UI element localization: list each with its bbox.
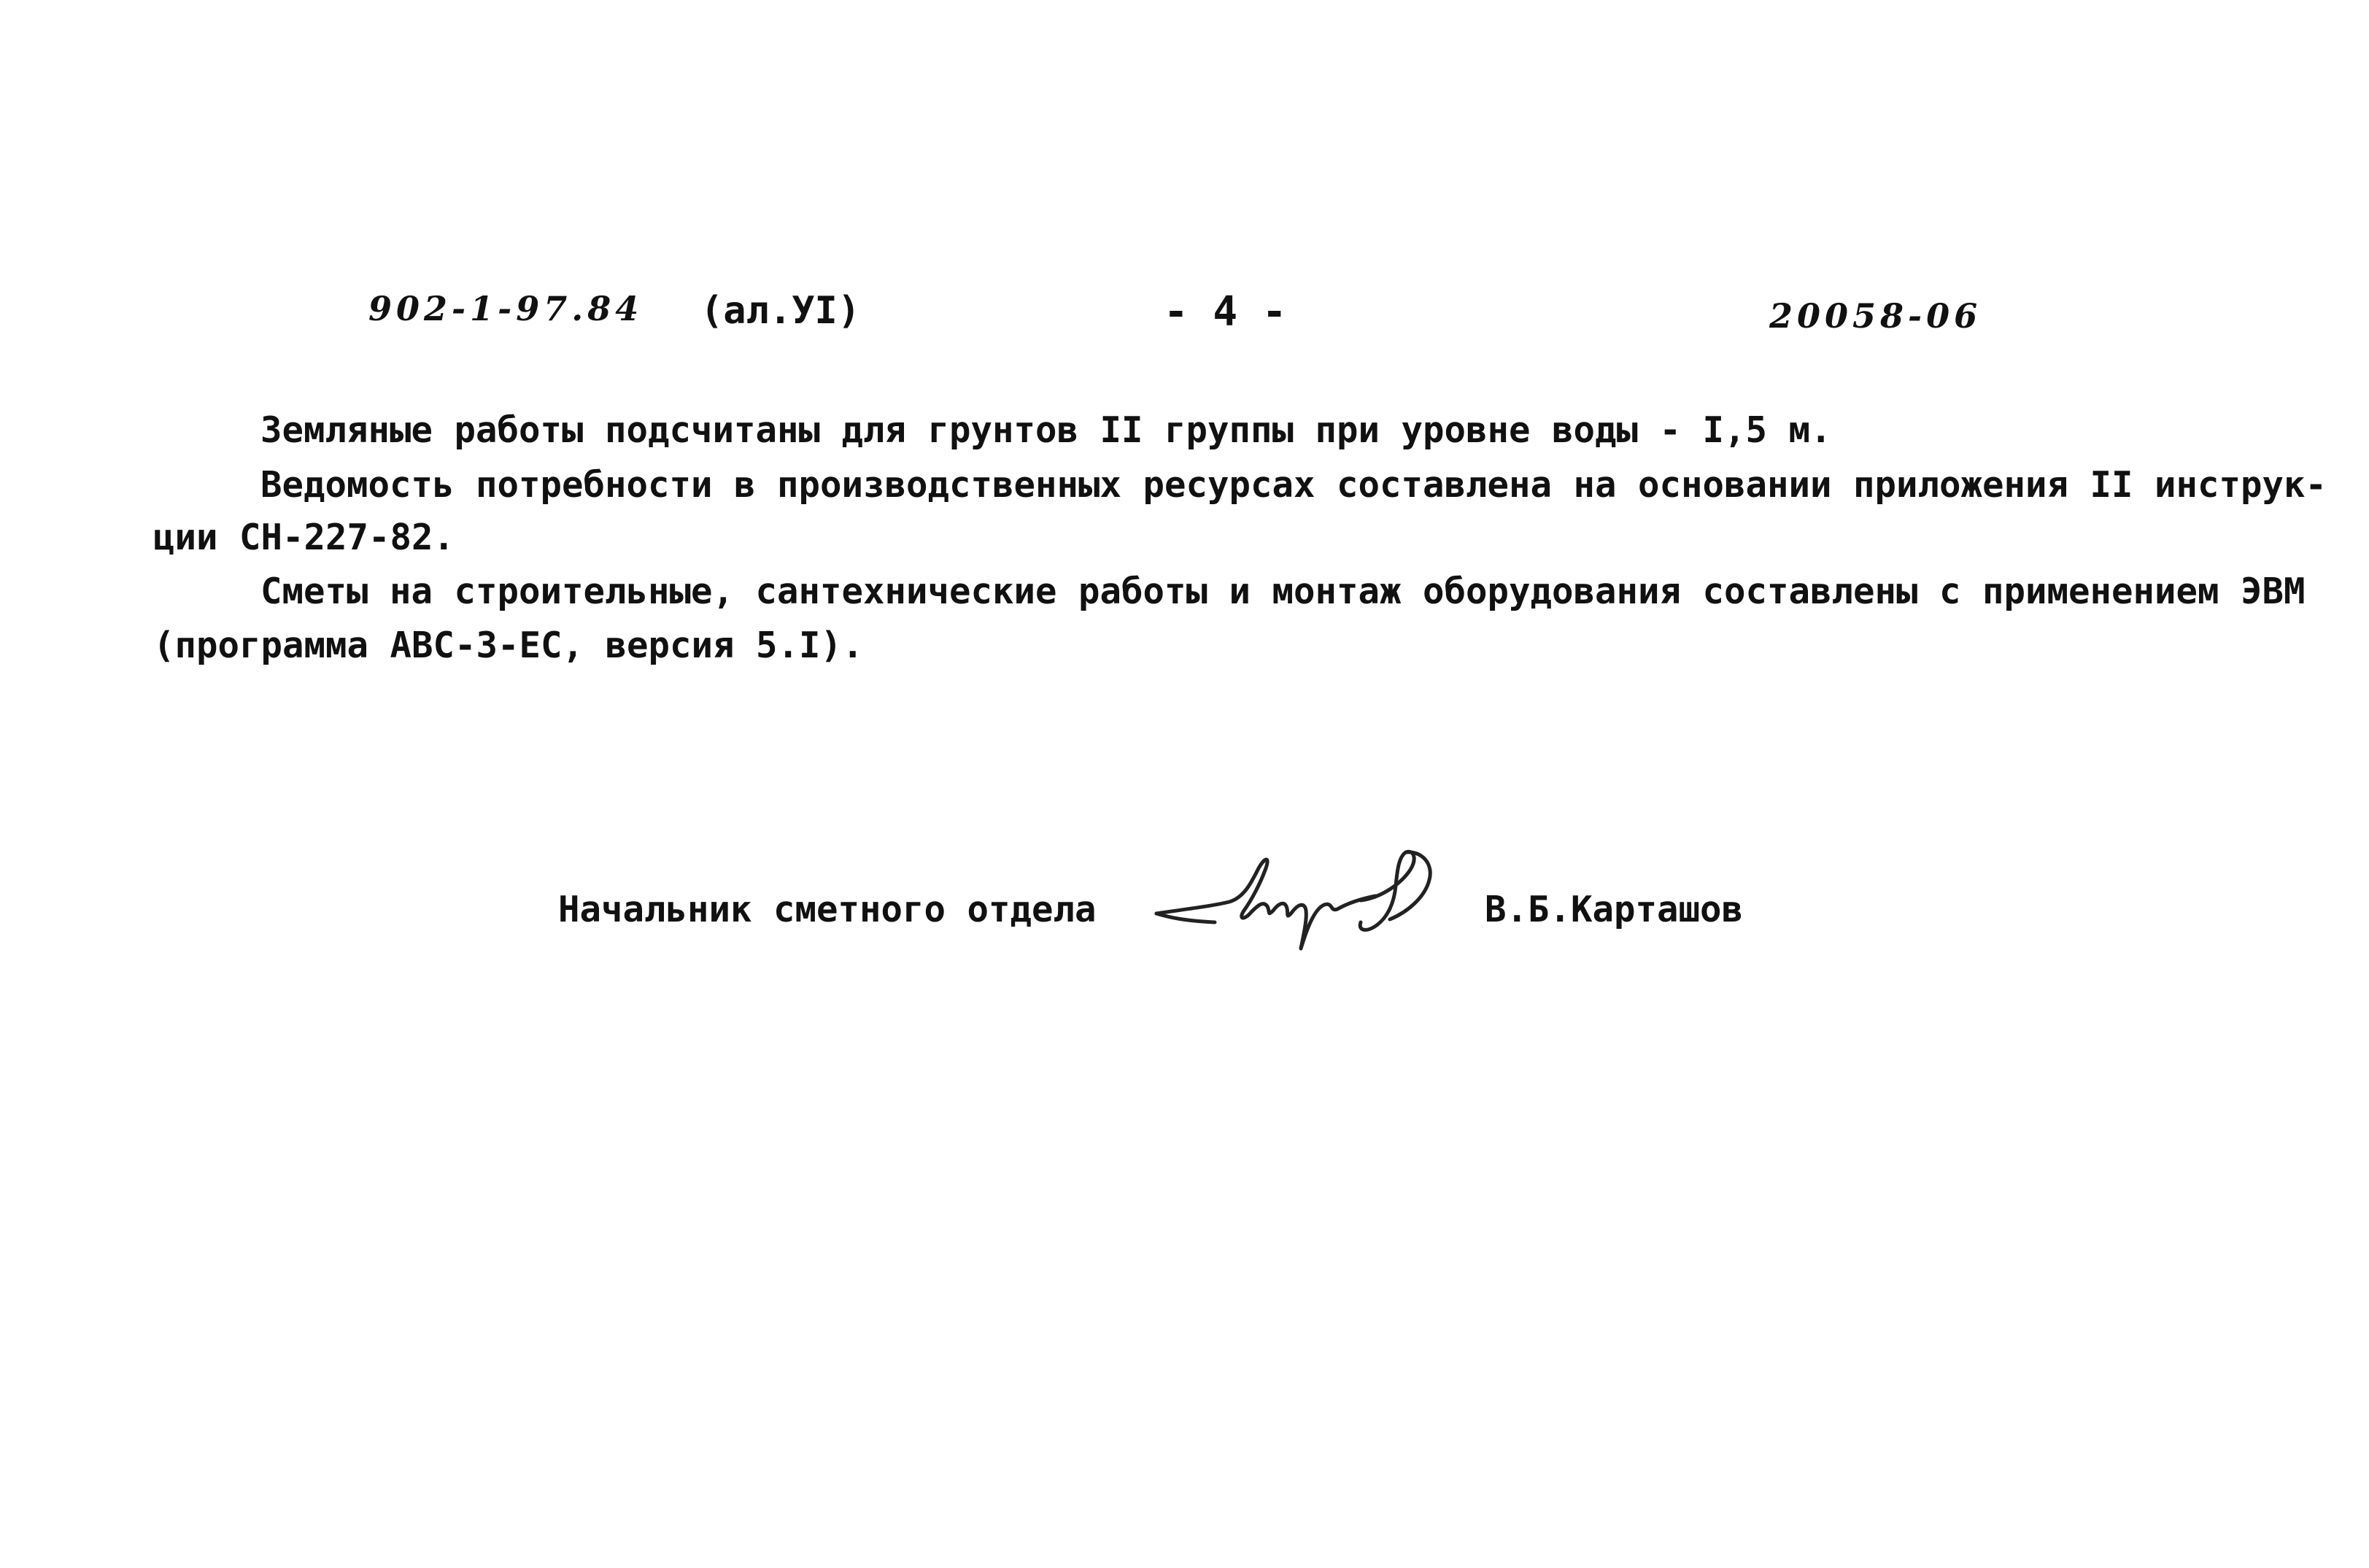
sheet-code: 20058-06 [1769,296,1982,336]
document-code: 902-1-97.84 [368,289,644,328]
paragraph-estimates-line-1: Сметы на строительные, сантехнические работы и монтаж оборудования составлены с применением ЭВМ [260,571,2306,612]
handwritten-signature [1142,839,1448,970]
paragraph-earthworks: Земляные работы подсчитаны для грунтов II группы при уровне воды - I,5 м. [260,409,1832,451]
signer-role: Начальник сметного отдела [558,889,1097,930]
sheet-reference: (ал.УI) [700,289,861,333]
paragraph-estimates-line-2: (программа АВС-3-ЕС, версия 5.I). [153,625,864,666]
paragraph-resources-line-1: Ведомость потребности в производственных ресурсах составлена на основании приложения II инструк- [260,464,2327,506]
page-number: - 4 - [1164,288,1287,336]
signer-name: В.Б.Карташов [1485,889,1744,930]
paragraph-resources-line-2: ции СН-227-82. [153,517,455,558]
